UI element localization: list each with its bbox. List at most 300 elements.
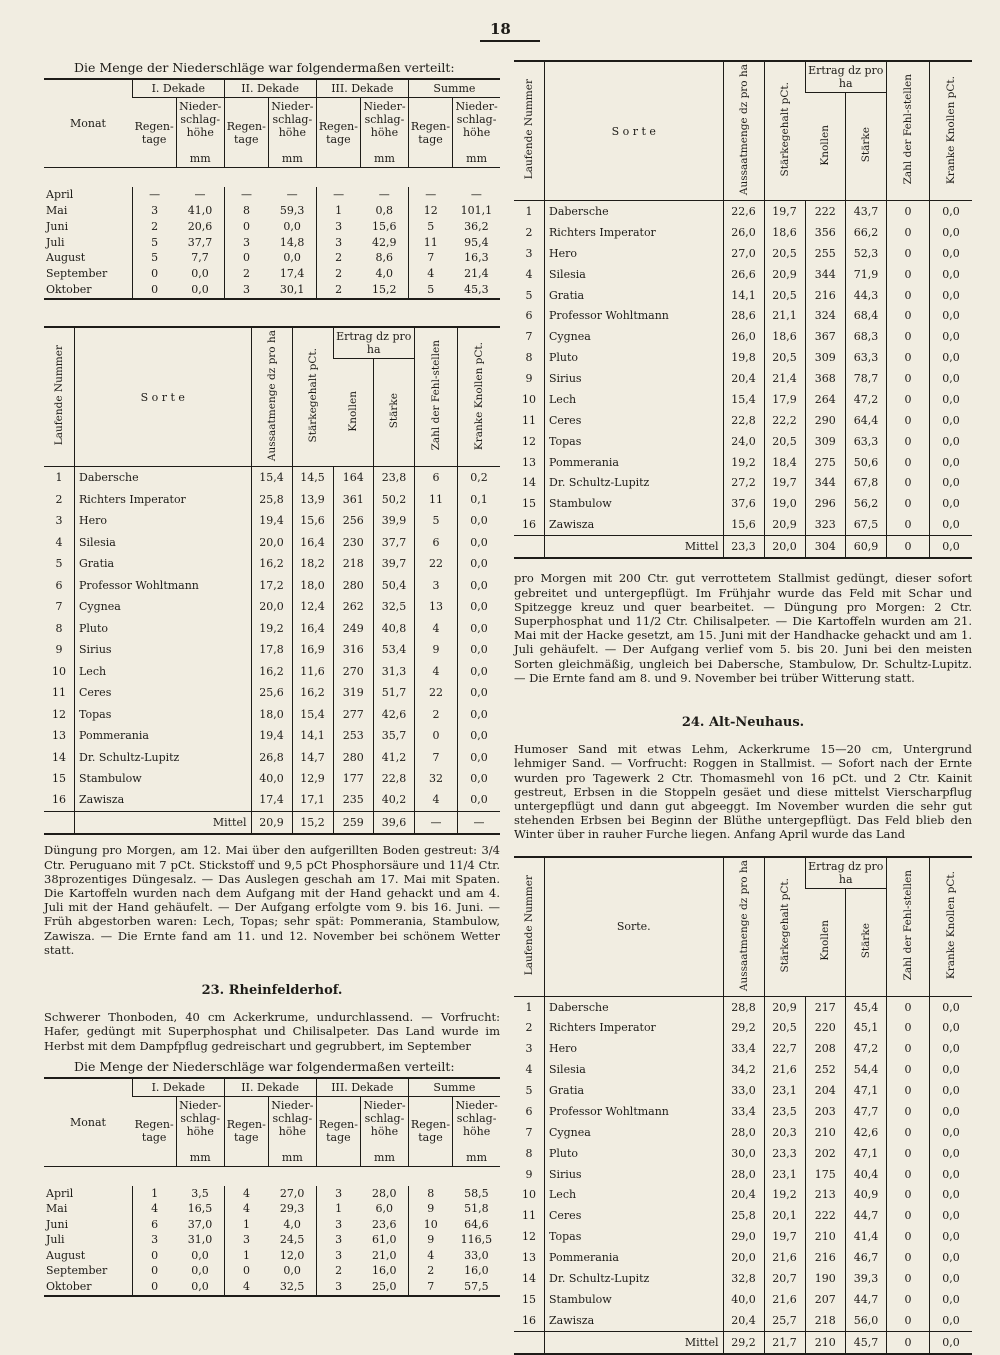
variety-head-sorte: S o r t e bbox=[545, 61, 724, 201]
rain-value: 4,0 bbox=[283, 1217, 301, 1231]
variety-value: 0,0 bbox=[930, 1143, 973, 1164]
variety-table-3 bbox=[514, 856, 972, 1355]
variety-value: 20,4 bbox=[723, 1185, 764, 1206]
rain-value: 14,8 bbox=[279, 235, 305, 249]
variety-name: Zawisza bbox=[545, 1310, 724, 1331]
variety-value: 20,0 bbox=[251, 532, 292, 553]
variety-number: 9 bbox=[525, 1167, 533, 1181]
variety-value: 0,0 bbox=[930, 1164, 973, 1185]
variety-value: 0 bbox=[887, 1080, 930, 1101]
variety-value: 20,5 bbox=[764, 285, 805, 306]
rain-month: Oktober bbox=[46, 1279, 92, 1293]
rain-value: 0,0 bbox=[191, 283, 209, 297]
variety-value: 5 bbox=[415, 510, 458, 531]
variety-row bbox=[44, 725, 500, 746]
variety-number: 9 bbox=[55, 643, 63, 657]
variety-value: 26,0 bbox=[723, 222, 764, 243]
variety-value: 356 bbox=[805, 222, 846, 243]
variety-value: 0,0 bbox=[930, 996, 973, 1017]
variety-value: 15,4 bbox=[292, 703, 333, 724]
rain-head-niederschlag bbox=[361, 98, 409, 168]
variety-number: 12 bbox=[522, 434, 536, 448]
variety-number: 4 bbox=[55, 535, 63, 549]
rain-head-mm-unit: mm bbox=[189, 1150, 211, 1164]
rain-head-dekade-1: I. Dekade bbox=[133, 79, 225, 98]
variety-mittel-value: — bbox=[415, 811, 458, 834]
variety-value: 0 bbox=[887, 452, 930, 473]
variety-name: Richters Imperator bbox=[545, 222, 724, 243]
variety-value: 0,0 bbox=[930, 222, 973, 243]
variety-value: 30,0 bbox=[723, 1143, 764, 1164]
variety-value: 19,8 bbox=[723, 347, 764, 368]
variety-mittel-value: 39,6 bbox=[374, 811, 415, 834]
rain-row bbox=[44, 203, 500, 219]
rain-value: 57,5 bbox=[464, 1279, 489, 1293]
rain-head-regentage: Regen-tage bbox=[316, 1096, 360, 1166]
rain2-head-dekade-3: III. Dekade bbox=[316, 1078, 408, 1097]
variety-value: 47,2 bbox=[846, 389, 887, 410]
rain-head-niederschlag bbox=[176, 98, 224, 168]
variety-value: 23,5 bbox=[764, 1101, 805, 1122]
variety-value: 0 bbox=[887, 222, 930, 243]
rain-month: Juni bbox=[46, 219, 69, 233]
variety-row bbox=[514, 1101, 972, 1122]
rain-month: Juli bbox=[46, 235, 65, 249]
variety-value: 0 bbox=[887, 347, 930, 368]
rain-value: — bbox=[408, 187, 452, 203]
rain-table-2-body bbox=[44, 1166, 500, 1296]
variety-value: 21,4 bbox=[764, 368, 805, 389]
variety-value: 210 bbox=[805, 1226, 846, 1247]
variety-value: 26,8 bbox=[251, 746, 292, 767]
variety-value: 9 bbox=[415, 639, 458, 660]
rain-value: 2 bbox=[408, 1263, 452, 1279]
rain-value: 27,0 bbox=[279, 1186, 305, 1200]
variety-value: 21,6 bbox=[764, 1059, 805, 1080]
variety-number: 11 bbox=[522, 1209, 536, 1223]
variety-value: 25,6 bbox=[251, 682, 292, 703]
variety-head-ertrag: Ertrag dz pro ha bbox=[805, 61, 887, 93]
variety-value: 0,0 bbox=[458, 510, 501, 531]
variety-value: 11,6 bbox=[292, 660, 333, 681]
rain-value: 4 bbox=[408, 266, 452, 282]
variety-value: 0,0 bbox=[930, 1268, 973, 1289]
variety-value: 208 bbox=[805, 1038, 846, 1059]
variety-value: 0 bbox=[887, 1205, 930, 1226]
variety-value: 222 bbox=[805, 1205, 846, 1226]
variety-value: 280 bbox=[333, 575, 374, 596]
variety-mittel-label: Mittel bbox=[75, 811, 252, 834]
rain-value: 0 bbox=[133, 1263, 177, 1279]
variety-row bbox=[514, 306, 972, 327]
variety-value: 0,0 bbox=[930, 1289, 973, 1310]
variety-value: 220 bbox=[805, 1018, 846, 1039]
variety-name: Hero bbox=[75, 510, 252, 531]
rain-head-niederschlag bbox=[453, 1096, 500, 1166]
variety-value: 12,9 bbox=[292, 768, 333, 789]
variety-value: 19,2 bbox=[723, 452, 764, 473]
variety-mittel-spacer bbox=[514, 1331, 545, 1354]
variety-head-sorte: Sorte. bbox=[545, 857, 724, 997]
variety-value: 64,4 bbox=[846, 410, 887, 431]
rain-head-mm-unit: mm bbox=[374, 152, 395, 165]
variety-value: 0 bbox=[887, 1289, 930, 1310]
rain-head-niederschlag-label: Nieder-schlag-höhe bbox=[179, 100, 222, 139]
variety-value: 0,0 bbox=[930, 389, 973, 410]
rain-value: 61,0 bbox=[371, 1233, 397, 1247]
variety-value: 0 bbox=[887, 389, 930, 410]
variety-value: 39,3 bbox=[846, 1268, 887, 1289]
variety-value: 23,1 bbox=[764, 1164, 805, 1185]
variety-row bbox=[514, 1268, 972, 1289]
rain-head-niederschlag bbox=[453, 98, 500, 168]
variety-name: Hero bbox=[545, 1038, 724, 1059]
variety-head-knollen-label: Knollen bbox=[347, 390, 359, 432]
variety-value: 20,9 bbox=[764, 264, 805, 285]
variety-name: Ceres bbox=[545, 1205, 724, 1226]
variety-value: 0 bbox=[887, 1101, 930, 1122]
variety-value: 19,2 bbox=[764, 1185, 805, 1206]
rain-value: 11 bbox=[408, 235, 452, 251]
rain-value: 4,0 bbox=[375, 267, 393, 281]
rain-head-niederschlag-label: Nieder-schlag-höhe bbox=[271, 1098, 314, 1138]
variety-value: 15,6 bbox=[723, 514, 764, 535]
variety-value: 52,3 bbox=[846, 243, 887, 264]
rain-head-niederschlag-label: Nieder-schlag-höhe bbox=[271, 100, 314, 139]
variety-value: 0,0 bbox=[458, 575, 501, 596]
variety-value: 0,0 bbox=[458, 789, 501, 811]
rain-value: 0 bbox=[133, 1279, 177, 1296]
variety-name: Gratia bbox=[545, 285, 724, 306]
variety-row bbox=[514, 410, 972, 431]
variety-value: 20,9 bbox=[764, 514, 805, 535]
rain-value: 24,5 bbox=[279, 1233, 305, 1247]
variety-head-kranke-label: Kranke Knollen pCt. bbox=[945, 75, 957, 184]
variety-row bbox=[514, 326, 972, 347]
variety-value: 277 bbox=[333, 703, 374, 724]
variety-mittel-value: 0 bbox=[887, 536, 930, 559]
rain-head-niederschlag-label: Nieder-schlag-höhe bbox=[455, 100, 498, 139]
variety-number: 11 bbox=[522, 413, 536, 427]
variety-head-aussaat bbox=[723, 857, 764, 997]
variety-value: 25,7 bbox=[764, 1310, 805, 1331]
rain-month: Juli bbox=[46, 1233, 65, 1247]
variety-value: 22,6 bbox=[723, 201, 764, 222]
rain-head-dekade-3: III. Dekade bbox=[316, 79, 408, 98]
variety-value: 20,1 bbox=[764, 1205, 805, 1226]
variety-name: Pommerania bbox=[545, 1247, 724, 1268]
variety-row bbox=[514, 1143, 972, 1164]
variety-name: Dabersche bbox=[545, 996, 724, 1017]
variety-head-nummer bbox=[514, 61, 545, 201]
variety-value: 66,2 bbox=[846, 222, 887, 243]
variety-row bbox=[514, 1289, 972, 1310]
variety-number: 13 bbox=[522, 1251, 536, 1265]
variety-name: Ceres bbox=[545, 410, 724, 431]
variety-value: 0,0 bbox=[930, 1038, 973, 1059]
variety-value: 164 bbox=[333, 467, 374, 489]
rain-row bbox=[44, 1263, 500, 1279]
variety-value: 12,4 bbox=[292, 596, 333, 617]
variety-value: 78,7 bbox=[846, 368, 887, 389]
rain-value: 0,0 bbox=[283, 1264, 301, 1278]
variety-value: 175 bbox=[805, 1164, 846, 1185]
variety-row bbox=[44, 703, 500, 724]
variety-value: 24,0 bbox=[723, 431, 764, 452]
variety-head-staerkegehalt bbox=[764, 857, 805, 997]
variety-mittel-value: 259 bbox=[333, 811, 374, 834]
variety-head-aussaat-label: Aussaatmenge dz pro ha bbox=[265, 330, 278, 462]
variety-name: Stambulow bbox=[545, 1289, 724, 1310]
variety-value: 19,2 bbox=[251, 617, 292, 638]
variety-value: 344 bbox=[805, 473, 846, 494]
variety-row bbox=[514, 1247, 972, 1268]
variety-number: 4 bbox=[525, 1063, 533, 1077]
rain-value: 5 bbox=[408, 219, 452, 235]
variety-mittel-row bbox=[514, 1331, 972, 1354]
variety-mittel-value: 304 bbox=[805, 536, 846, 559]
rain-row bbox=[44, 235, 500, 251]
variety-value: 3 bbox=[415, 575, 458, 596]
variety-number: 11 bbox=[52, 686, 66, 700]
variety-name: Professor Wohltmann bbox=[545, 1101, 724, 1122]
variety-value: 44,7 bbox=[846, 1289, 887, 1310]
rain-value: 3 bbox=[224, 1232, 268, 1248]
variety-value: 40,0 bbox=[723, 1289, 764, 1310]
rain-row bbox=[44, 1186, 500, 1202]
variety-value: 296 bbox=[805, 493, 846, 514]
variety-row bbox=[514, 264, 972, 285]
variety-value: 18,0 bbox=[292, 575, 333, 596]
variety-number: 2 bbox=[55, 492, 63, 506]
variety-head-knollen-label: Knollen bbox=[819, 920, 831, 961]
variety-value: 25,8 bbox=[251, 489, 292, 510]
variety-value: 177 bbox=[333, 768, 374, 789]
variety-value: 0,0 bbox=[930, 1226, 973, 1247]
rain-value: 0 bbox=[224, 250, 268, 266]
variety-value: 20,4 bbox=[723, 1310, 764, 1331]
rain-head-mm-unit: mm bbox=[466, 152, 488, 165]
variety-mittel-value: 23,3 bbox=[723, 536, 764, 559]
variety-name: Cygnea bbox=[545, 1122, 724, 1143]
variety-head-kranke bbox=[930, 857, 973, 997]
variety-number: 5 bbox=[55, 557, 63, 571]
variety-value: 16,9 bbox=[292, 639, 333, 660]
variety-value: 222 bbox=[805, 201, 846, 222]
variety-value: 207 bbox=[805, 1289, 846, 1310]
variety-value: 368 bbox=[805, 368, 846, 389]
rain-value: 41,0 bbox=[187, 204, 213, 218]
variety-value: 20,9 bbox=[764, 996, 805, 1017]
rain-head-regentage: Regen-tage bbox=[133, 98, 177, 168]
variety-head-kranke bbox=[458, 327, 501, 467]
variety-value: 0,0 bbox=[458, 682, 501, 703]
variety-value: 19,0 bbox=[764, 493, 805, 514]
variety-name: Professor Wohltmann bbox=[75, 575, 252, 596]
variety-name: Gratia bbox=[545, 1080, 724, 1101]
variety-value: 14,7 bbox=[292, 746, 333, 767]
variety-value: 202 bbox=[805, 1143, 846, 1164]
variety-mittel-value: 20,9 bbox=[251, 811, 292, 834]
variety-head-nummer-label: Laufende Nummer bbox=[53, 345, 65, 446]
variety-name: Topas bbox=[545, 1226, 724, 1247]
variety-head-staerkegehalt-label: Stärkegehalt pCt. bbox=[306, 348, 319, 443]
variety-number: 8 bbox=[525, 351, 533, 365]
variety-number: 6 bbox=[525, 309, 533, 323]
variety-value: 0,0 bbox=[930, 1059, 973, 1080]
variety-value: 0,0 bbox=[930, 1310, 973, 1331]
rain-month: August bbox=[46, 251, 86, 265]
variety-row bbox=[514, 285, 972, 306]
variety-number: 13 bbox=[52, 729, 66, 743]
variety-value: 16,4 bbox=[292, 617, 333, 638]
variety-value: 17,8 bbox=[251, 639, 292, 660]
variety-mittel-value: 15,2 bbox=[292, 811, 333, 834]
variety-number: 16 bbox=[522, 1313, 536, 1327]
variety-value: 0,0 bbox=[930, 1247, 973, 1268]
variety-value: 56,0 bbox=[846, 1310, 887, 1331]
variety-value: 35,7 bbox=[374, 725, 415, 746]
variety-name: Pommerania bbox=[75, 725, 252, 746]
variety-head-ertrag: Ertrag dz pro ha bbox=[805, 857, 887, 889]
variety-row bbox=[514, 514, 972, 535]
rain-value: 21,4 bbox=[464, 267, 489, 281]
rain-value: 8 bbox=[408, 1186, 452, 1202]
variety-value: 28,0 bbox=[723, 1122, 764, 1143]
variety-value: 14,1 bbox=[292, 725, 333, 746]
variety-value: 28,8 bbox=[723, 996, 764, 1017]
rain-value: 31,0 bbox=[187, 1233, 213, 1247]
variety-number: 2 bbox=[525, 1021, 533, 1035]
variety-value: 0 bbox=[887, 996, 930, 1017]
variety-mittel-value: 210 bbox=[805, 1331, 846, 1354]
rain-head-summe: Summe bbox=[408, 79, 500, 98]
variety-number: 10 bbox=[52, 664, 66, 678]
variety-head-kranke-label: Kranke Knollen pCt. bbox=[473, 341, 485, 450]
variety-value: 37,7 bbox=[374, 532, 415, 553]
variety-name: Gratia bbox=[75, 553, 252, 574]
rain-value: 101,1 bbox=[460, 204, 493, 218]
variety-value: 29,0 bbox=[723, 1226, 764, 1247]
variety-row bbox=[514, 1059, 972, 1080]
rain-value: 95,4 bbox=[464, 235, 489, 249]
rain-value: 0 bbox=[224, 1263, 268, 1279]
variety-number: 1 bbox=[525, 1000, 533, 1014]
paragraph-duengung-2: pro Morgen mit 200 Ctr. gut verrottetem Stallmist gedüngt, dieser sofort gebreitet und untergepflügt. Im Frühjahr wurde das Feld mit Schar und Spitzegge kreuz und quer bearbeitet. — Düngung pro Morgen: 2 Ctr. Superphosphat und 11/2 Ctr. Chilisalpeter. — Die Kartoffeln wurden am 21. Mai mit der Hacke gesetzt, am 15. Juni mit der Handhacke gehackt und am 1. Juli gehäufelt. — Der Aufgang verlief vom 5. bis 20. Juni bei den meisten Sorten gleichmäßig, ungleich bei Dabersche, Stambulow, Dr. Schultz-Lupitz. — Die Ernte fand am 8. und 9. November bei trüber Witterung statt. bbox=[514, 571, 972, 685]
variety-number: 3 bbox=[525, 246, 533, 260]
variety-value: 13,9 bbox=[292, 489, 333, 510]
variety-value: 54,4 bbox=[846, 1059, 887, 1080]
variety-value: 344 bbox=[805, 264, 846, 285]
variety-mittel-spacer bbox=[514, 536, 545, 559]
variety-value: 19,7 bbox=[764, 473, 805, 494]
variety-value: 45,4 bbox=[846, 996, 887, 1017]
variety-value: 0,0 bbox=[930, 326, 973, 347]
variety-value: 46,7 bbox=[846, 1247, 887, 1268]
variety-value: 17,9 bbox=[764, 389, 805, 410]
rain-value: 3 bbox=[316, 219, 360, 235]
page-number: 18 bbox=[490, 20, 511, 38]
rain-value: — bbox=[286, 188, 298, 202]
variety-value: 15,6 bbox=[292, 510, 333, 531]
variety-name: Dr. Schultz-Lupitz bbox=[545, 1268, 724, 1289]
variety-value: 252 bbox=[805, 1059, 846, 1080]
variety-value: 21,6 bbox=[764, 1289, 805, 1310]
variety-value: 0 bbox=[887, 1038, 930, 1059]
rain-value: 20,6 bbox=[187, 219, 213, 233]
variety-value: 14,1 bbox=[723, 285, 764, 306]
variety-value: 31,3 bbox=[374, 660, 415, 681]
variety-value: 25,8 bbox=[723, 1205, 764, 1226]
variety-value: 32 bbox=[415, 768, 458, 789]
rain-value: 0 bbox=[133, 266, 177, 282]
variety-value: 0,0 bbox=[930, 306, 973, 327]
variety-mittel-value: 0,0 bbox=[930, 536, 973, 559]
rain-value: 2 bbox=[316, 1263, 360, 1279]
variety-value: 45,1 bbox=[846, 1018, 887, 1039]
variety-number: 3 bbox=[525, 1042, 533, 1056]
rain-head-niederschlag-label: Nieder-schlag-höhe bbox=[455, 1098, 498, 1138]
variety-value: 262 bbox=[333, 596, 374, 617]
variety-value: 0 bbox=[887, 1018, 930, 1039]
variety-row bbox=[514, 347, 972, 368]
variety-value: 22,7 bbox=[764, 1038, 805, 1059]
variety-value: 216 bbox=[805, 285, 846, 306]
variety-value: 0 bbox=[887, 306, 930, 327]
rain-row bbox=[44, 250, 500, 266]
rain-value: 7 bbox=[408, 250, 452, 266]
variety-row bbox=[514, 431, 972, 452]
rain-value: 0 bbox=[133, 282, 177, 299]
rain-row bbox=[44, 187, 500, 203]
variety-value: 0 bbox=[887, 431, 930, 452]
variety-value: 0 bbox=[887, 201, 930, 222]
variety-value: 0,0 bbox=[930, 473, 973, 494]
paragraph-rheinfelderhof: Schwerer Thonboden, 40 cm Ackerkrume, undurchlassend. — Vorfrucht: Hafer, gedüngt mit Superphosphat und Chilisalpeter. Das Land wurde im Herbst mit dem Dampfpflug gedreischart und gegrubbert, im September bbox=[44, 1010, 500, 1053]
variety-value: 20,5 bbox=[764, 431, 805, 452]
variety-value: 41,4 bbox=[846, 1226, 887, 1247]
variety-name: Silesia bbox=[75, 532, 252, 553]
variety-value: 26,0 bbox=[723, 326, 764, 347]
rain-head-niederschlag bbox=[268, 1096, 316, 1166]
variety-value: 0 bbox=[887, 1143, 930, 1164]
variety-value: 0,0 bbox=[930, 243, 973, 264]
variety-value: 18,4 bbox=[764, 452, 805, 473]
variety-row bbox=[514, 1310, 972, 1331]
variety-mittel-label: Mittel bbox=[545, 1331, 724, 1354]
variety-value: 40,2 bbox=[374, 789, 415, 811]
rain-value: 9 bbox=[408, 1232, 452, 1248]
variety-row bbox=[514, 1018, 972, 1039]
variety-value: 230 bbox=[333, 532, 374, 553]
variety-number: 14 bbox=[522, 1271, 536, 1285]
rain-value: 3 bbox=[316, 235, 360, 251]
variety-value: 218 bbox=[805, 1310, 846, 1331]
rain-month: August bbox=[46, 1248, 86, 1262]
variety-mittel-row bbox=[44, 811, 500, 834]
variety-value: 2 bbox=[415, 703, 458, 724]
rain-value: 64,6 bbox=[464, 1217, 489, 1231]
variety-number: 7 bbox=[525, 330, 533, 344]
rain-head-dekade-2: II. Dekade bbox=[224, 79, 316, 98]
rain-value: 2 bbox=[316, 282, 360, 299]
rain-head-regentage: Regen-tage bbox=[133, 1096, 177, 1166]
rain-value: 3 bbox=[316, 1186, 360, 1202]
rain-value: 37,0 bbox=[187, 1217, 213, 1231]
variety-value: 11 bbox=[415, 489, 458, 510]
variety-head-kranke-label: Kranke Knollen pCt. bbox=[945, 871, 957, 980]
rain-row bbox=[44, 219, 500, 235]
